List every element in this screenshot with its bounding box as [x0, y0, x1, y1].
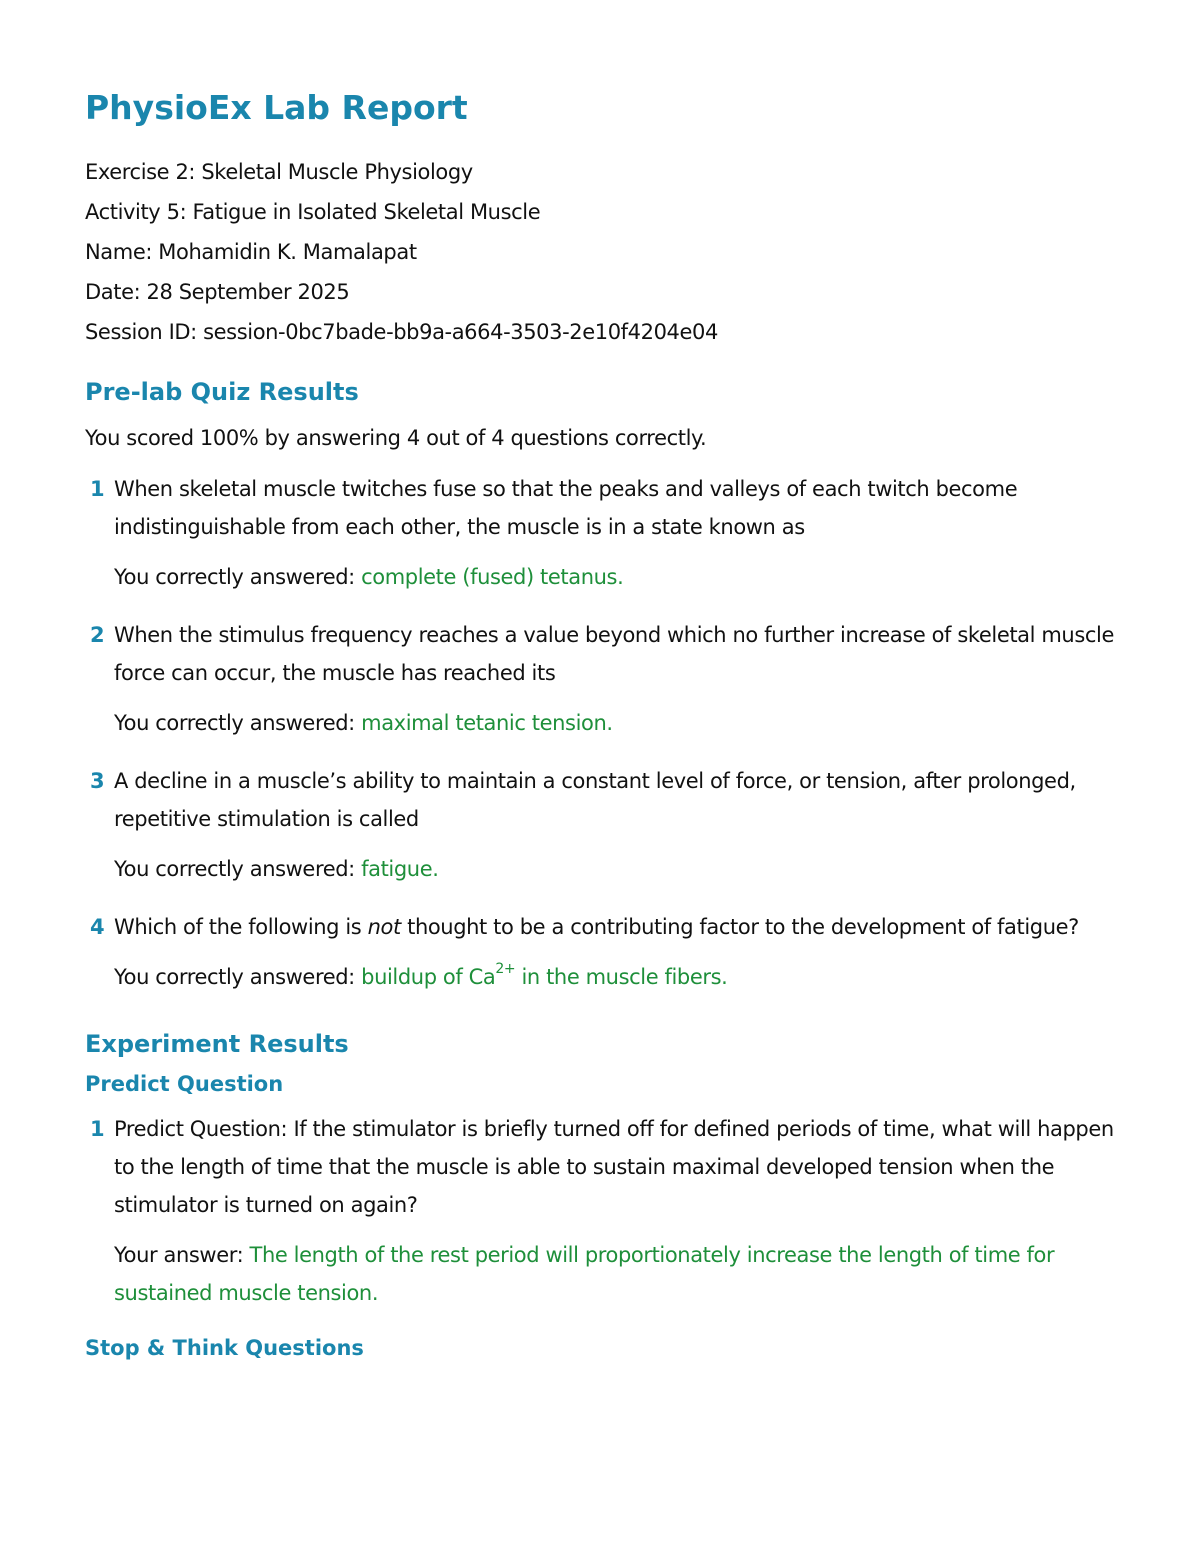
question-text-after: thought to be a contributing factor to the development of fatigue?	[400, 915, 1079, 939]
answer-prefix: Your answer:	[114, 1243, 250, 1267]
question-text: When the stimulus frequency reaches a value beyond which no further increase of skeletal muscle force can occur, the muscle has reached its	[114, 623, 1114, 685]
question-answer	[114, 850, 1115, 888]
question-text: Predict Question: If the stimulator is briefly turned off for defined periods of time, what will happen to the length of time that the muscle is able to sustain maximal developed tension when the stimulator is turned on again?	[114, 1117, 1114, 1217]
question-number: 4	[90, 915, 105, 939]
quiz-score: You scored 100% by answering 4 out of 4 questions correctly.	[85, 426, 707, 450]
quiz-question	[85, 762, 1115, 888]
predict-heading: Predict Question	[85, 1072, 284, 1096]
experiment-heading: Experiment Results	[85, 1030, 349, 1058]
question-answer	[114, 558, 1115, 596]
quiz-question	[85, 616, 1115, 742]
question-number: 1	[90, 1117, 105, 1141]
predict-question	[85, 1110, 1115, 1312]
answer-value: complete (fused) tetanus.	[361, 565, 624, 589]
date-line: Date: 28 September 2025	[85, 280, 350, 304]
activity-line: Activity 5: Fatigue in Isolated Skeletal Muscle	[85, 200, 541, 224]
question-text-emphasis: not	[367, 915, 401, 939]
page-title: PhysioEx Lab Report	[85, 88, 468, 127]
question-answer	[114, 1236, 1115, 1312]
quiz-question	[85, 908, 1115, 996]
answer-prefix: You correctly answered:	[114, 857, 362, 881]
question-answer	[114, 704, 1115, 742]
question-answer	[114, 958, 1115, 996]
question-text-before: Which of the following is	[114, 915, 368, 939]
question-text	[114, 908, 1115, 946]
answer-value	[361, 961, 728, 989]
question-number: 3	[90, 769, 105, 793]
answer-value-before: buildup of Ca	[361, 965, 496, 989]
answer-prefix: You correctly answered:	[114, 565, 362, 589]
question-text: When skeletal muscle twitches fuse so that the peaks and valleys of each twitch become indistinguishable from each other, the muscle is in a state known as	[114, 477, 1018, 539]
answer-value: maximal tetanic tension.	[361, 711, 613, 735]
answer-prefix: You correctly answered:	[114, 711, 362, 735]
question-number: 1	[90, 477, 105, 501]
name-line: Name: Mohamidin K. Mamalapat	[85, 240, 417, 264]
answer-value-after: in the muscle fibers.	[515, 965, 728, 989]
answer-value: The length of the rest period will proportionately increase the length of time for sustained muscle tension.	[114, 1243, 1055, 1305]
report-meta	[85, 152, 1115, 352]
exercise-line: Exercise 2: Skeletal Muscle Physiology	[85, 160, 473, 184]
answer-superscript: 2+	[495, 961, 516, 977]
answer-value: fatigue.	[361, 857, 439, 881]
answer-prefix: You correctly answered:	[114, 965, 362, 989]
stop-think-heading: Stop & Think Questions	[85, 1336, 364, 1360]
question-number: 2	[90, 623, 105, 647]
session-line: Session ID: session-0bc7bade-bb9a-a664-3503-2e10f4204e04	[85, 320, 718, 344]
quiz-question	[85, 470, 1115, 596]
question-text: A decline in a muscle’s ability to maintain a constant level of force, or tension, after prolonged, repetitive stimulation is called	[114, 769, 1076, 831]
prelab-heading: Pre-lab Quiz Results	[85, 378, 359, 406]
